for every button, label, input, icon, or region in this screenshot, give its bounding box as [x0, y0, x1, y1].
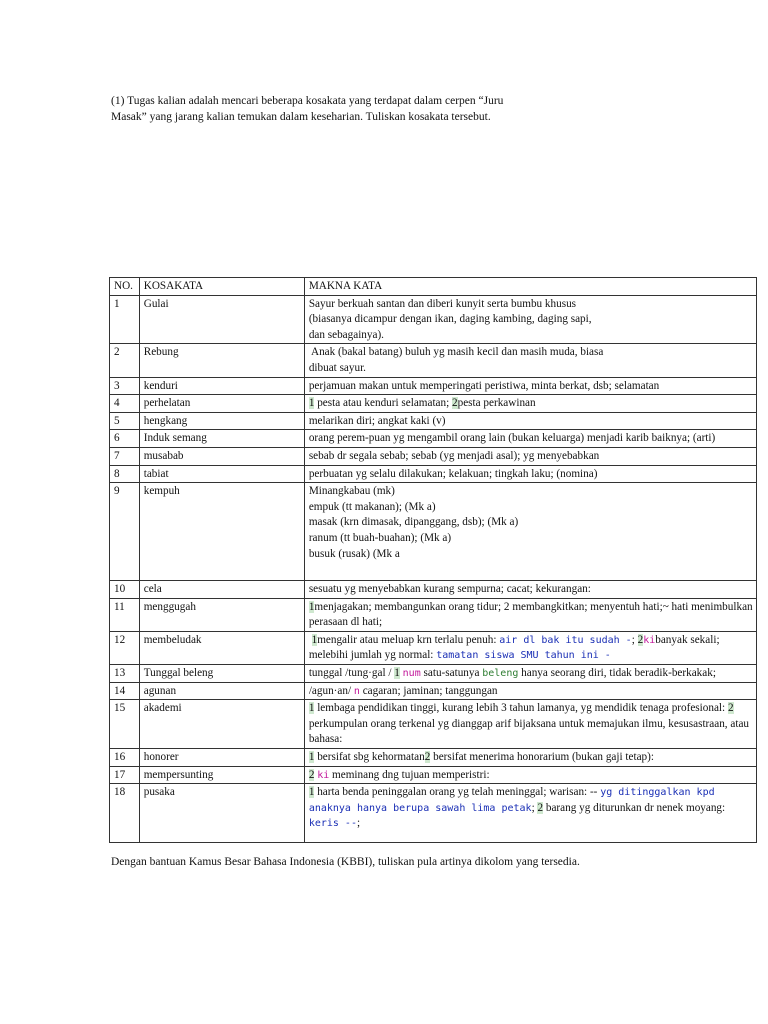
row-number: 1 — [110, 295, 140, 344]
row-number: 4 — [110, 395, 140, 413]
table-row — [110, 631, 757, 664]
row-number: 5 — [110, 412, 140, 430]
row-meaning: sesuatu yg menyebabkan kurang sempurna; cacat; kekurangan: — [304, 581, 756, 599]
row-meaning — [304, 295, 756, 344]
sense-number: 1 — [308, 600, 315, 613]
label-text: num — [402, 668, 421, 680]
table-row — [110, 483, 757, 581]
row-meaning — [304, 749, 756, 767]
row-meaning: perjamuan makan untuk memperingati peristiwa, minta berkat, dsb; selamatan — [304, 377, 756, 395]
sense-number: 2 — [537, 801, 544, 814]
row-meaning — [304, 665, 756, 683]
sense-number: 1 — [308, 702, 315, 715]
sense-number: 1 — [394, 667, 400, 680]
row-number: 11 — [110, 598, 140, 631]
table-row — [110, 430, 757, 448]
label-text: ki — [643, 634, 656, 646]
row-meaning — [304, 598, 756, 631]
label-text: n — [353, 685, 360, 697]
example-text: yg ditinggalkan kpd anaknya hanya berupa sawah lima petak — [308, 787, 715, 814]
table-row — [110, 665, 757, 683]
meaning-line: ranum (tt buah-buahan); (Mk a) — [308, 531, 452, 544]
meaning-text: meminang dng tujuan memperistri: — [329, 768, 490, 781]
row-word: kenduri — [139, 377, 304, 395]
instruction-text — [111, 93, 591, 125]
row-meaning: melarikan diri; angkat kaki (v) — [304, 412, 756, 430]
table-row — [110, 749, 757, 767]
instruction-line-1: (1) Tugas kalian adalah mencari beberapa kosakata yang terdapat dalam cerpen “Juru — [111, 95, 504, 107]
meaning-text: lembaga pendidikan tinggi, kurang lebih 3 tahun lamanya, yg mendidik tenaga profesional: — [314, 702, 728, 715]
row-number: 17 — [110, 766, 140, 784]
sense-number: 2 — [308, 768, 315, 781]
row-meaning: orang perem-puan yg mengambil orang lain (bukan keluarga) menjadi karib baiknya; (arti) — [304, 430, 756, 448]
row-word: cela — [139, 581, 304, 599]
header-kosakata: KOSAKATA — [139, 278, 304, 296]
table-row — [110, 395, 757, 413]
sense-number: 2 — [503, 600, 510, 613]
sense-number: 2 — [452, 397, 458, 410]
meaning-line: dan sebagainya). — [308, 328, 384, 341]
table-row — [110, 465, 757, 483]
table-row — [110, 700, 757, 749]
sense-number: 2 — [424, 751, 431, 764]
table-row — [110, 447, 757, 465]
blank-space — [309, 832, 753, 842]
meaning-line: Minangkabau (mk) — [308, 485, 395, 498]
row-word: perhelatan — [139, 395, 304, 413]
meaning-text: ; — [631, 633, 638, 646]
meaning-line: Sayur berkuah santan dan diberi kunyit serta bumbu khusus — [308, 297, 577, 310]
row-word: Gulai — [139, 295, 304, 344]
meaning-text: barang yg diturunkan dr nenek moyang: — [543, 801, 726, 814]
table-row — [110, 766, 757, 784]
meaning-text: menjagakan; membangunkan orang tidur; — [314, 600, 504, 613]
row-meaning — [304, 344, 756, 377]
sense-number: 1 — [311, 633, 318, 646]
meaning-text: pesta perkawinan — [457, 397, 536, 410]
table-row — [110, 598, 757, 631]
meaning-line: masak (krn dimasak, dipanggang, dsb); (Mk a) — [308, 516, 519, 529]
table-header-row — [110, 278, 757, 296]
row-meaning: perbuatan yg selalu dilakukan; kelakuan; tingkah laku; (nomina) — [304, 465, 756, 483]
meaning-line: empuk (tt makanan); (Mk a) — [308, 500, 436, 513]
meaning-text: hanya seorang diri, tidak beradik-berkakak; — [518, 667, 716, 680]
row-meaning — [304, 483, 756, 581]
meaning-text: membangkitkan; menyentuh hati;~ hati menimbulkan perasaan dl hati; — [308, 600, 753, 629]
sense-number: 1 — [308, 786, 315, 799]
meaning-text: ; — [531, 801, 538, 814]
row-number: 16 — [110, 749, 140, 767]
meaning-text: satu-satunya — [420, 667, 483, 680]
sense-number: 2 — [637, 633, 644, 646]
row-word: honorer — [139, 749, 304, 767]
row-number: 9 — [110, 483, 140, 581]
meaning-text: perkumpulan orang terkenal yg dianggap arif bijaksana untuk memajukan ilmu, kesusastraan, atau bahasa: — [308, 717, 750, 746]
table-row — [110, 784, 757, 843]
row-number: 13 — [110, 665, 140, 683]
example-text: tamatan siswa SMU tahun ini - — [436, 650, 611, 662]
row-word: musabab — [139, 447, 304, 465]
meaning-line: dibuat sayur. — [308, 361, 366, 374]
header-makna-kata: MAKNA KATA — [304, 278, 756, 296]
row-word: tabiat — [139, 465, 304, 483]
row-word: akademi — [139, 700, 304, 749]
row-number: 3 — [110, 377, 140, 395]
row-word: menggugah — [139, 598, 304, 631]
row-number: 10 — [110, 581, 140, 599]
meaning-text: ; — [356, 817, 361, 830]
row-meaning — [304, 682, 756, 700]
example-text: keris -- — [308, 818, 357, 830]
row-word: Tunggal beleng — [139, 665, 304, 683]
meaning-text: /agun·an/ — [308, 684, 354, 697]
meaning-line: (biasanya dicampur dengan ikan, daging kambing, daging sapi, — [308, 313, 592, 326]
row-word: Induk semang — [139, 430, 304, 448]
sense-number: 1 — [308, 397, 315, 410]
instruction-line-2: Masak” yang jarang kalian temukan dalam keseharian. Tuliskan kosakata tersebut. — [111, 111, 491, 123]
meaning-text: harta benda peninggalan orang yg telah meninggal; warisan: -- — [314, 786, 601, 799]
meaning-text: tunggal /tung·gal / — [308, 667, 395, 680]
row-meaning — [304, 766, 756, 784]
sense-number: 1 — [308, 751, 315, 764]
row-number: 14 — [110, 682, 140, 700]
header-no: NO. — [110, 278, 140, 296]
meaning-text: banyak sekali; melebihi jumlah yg normal: — [308, 633, 720, 662]
meaning-line: Anak (bakal batang) buluh yg masih kecil dan masih muda, biasa — [308, 346, 604, 359]
example-text: air dl bak itu sudah - — [499, 634, 632, 646]
footer-instruction: Dengan bantuan Kamus Besar Bahasa Indonesia (KBBI), tuliskan pula artinya dikolom yang tersedia. — [111, 856, 580, 868]
row-meaning — [304, 784, 756, 843]
meaning-text: bersifat sbg kehormatan — [314, 751, 425, 764]
row-meaning — [304, 395, 756, 413]
row-word: agunan — [139, 682, 304, 700]
row-word: pusaka — [139, 784, 304, 843]
sense-number: 2 — [727, 702, 734, 715]
row-number: 8 — [110, 465, 140, 483]
row-number: 18 — [110, 784, 140, 843]
meaning-text: mengalir atau meluap krn terlalu penuh: — [317, 633, 500, 646]
row-word: hengkang — [139, 412, 304, 430]
row-number: 7 — [110, 447, 140, 465]
meaning-text: pesta atau kenduri selamatan; — [314, 397, 453, 410]
table-row — [110, 377, 757, 395]
row-meaning — [304, 700, 756, 749]
meaning-text: cagaran; jaminan; tanggungan — [359, 684, 498, 697]
row-number: 6 — [110, 430, 140, 448]
row-number: 12 — [110, 631, 140, 664]
vocabulary-table — [109, 277, 757, 843]
row-word: kempuh — [139, 483, 304, 581]
table-row — [110, 581, 757, 599]
row-number: 2 — [110, 344, 140, 377]
blank-space — [309, 562, 753, 580]
label-text: ki — [317, 769, 330, 781]
row-word: membeludak — [139, 631, 304, 664]
table-row — [110, 344, 757, 377]
table-row — [110, 412, 757, 430]
meaning-line: busuk (rusak) (Mk a — [308, 547, 400, 560]
table-row — [110, 682, 757, 700]
example-text: beleng — [482, 668, 519, 680]
row-word: mempersunting — [139, 766, 304, 784]
table-row — [110, 295, 757, 344]
row-word: Rebung — [139, 344, 304, 377]
meaning-text: bersifat menerima honorarium (bukan gaji tetap): — [430, 751, 654, 764]
row-meaning — [304, 631, 756, 664]
row-number: 15 — [110, 700, 140, 749]
row-meaning: sebab dr segala sebab; sebab (yg menjadi asal); yg menyebabkan — [304, 447, 756, 465]
